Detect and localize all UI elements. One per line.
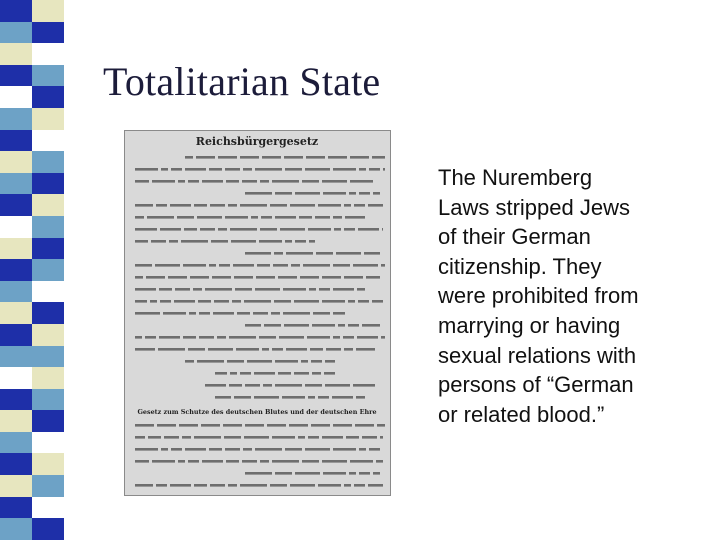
body-line: sexual relations with: [438, 342, 637, 368]
document-scan: [125, 131, 390, 495]
body-line: marrying or having: [438, 312, 621, 338]
body-line: or related blood.”: [438, 401, 605, 427]
document-heading: Reichsbürgergesetz: [195, 135, 319, 148]
decorative-stripe: [0, 0, 64, 540]
body-line: Laws stripped Jews: [438, 194, 630, 220]
body-line: persons of “German: [438, 372, 634, 398]
body-line: of their German: [438, 224, 591, 250]
document-image: [124, 130, 391, 496]
body-line: The Nuremberg: [438, 165, 593, 190]
document-second-heading: Gesetz zum Schutze des deutschen Blutes und der deutschen Ehre: [137, 408, 377, 416]
body-line: citizenship. They: [438, 253, 602, 279]
slide-title: Totalitarian State: [103, 59, 381, 104]
body-line: were prohibited from: [438, 283, 639, 309]
slide-body: [438, 163, 708, 429]
